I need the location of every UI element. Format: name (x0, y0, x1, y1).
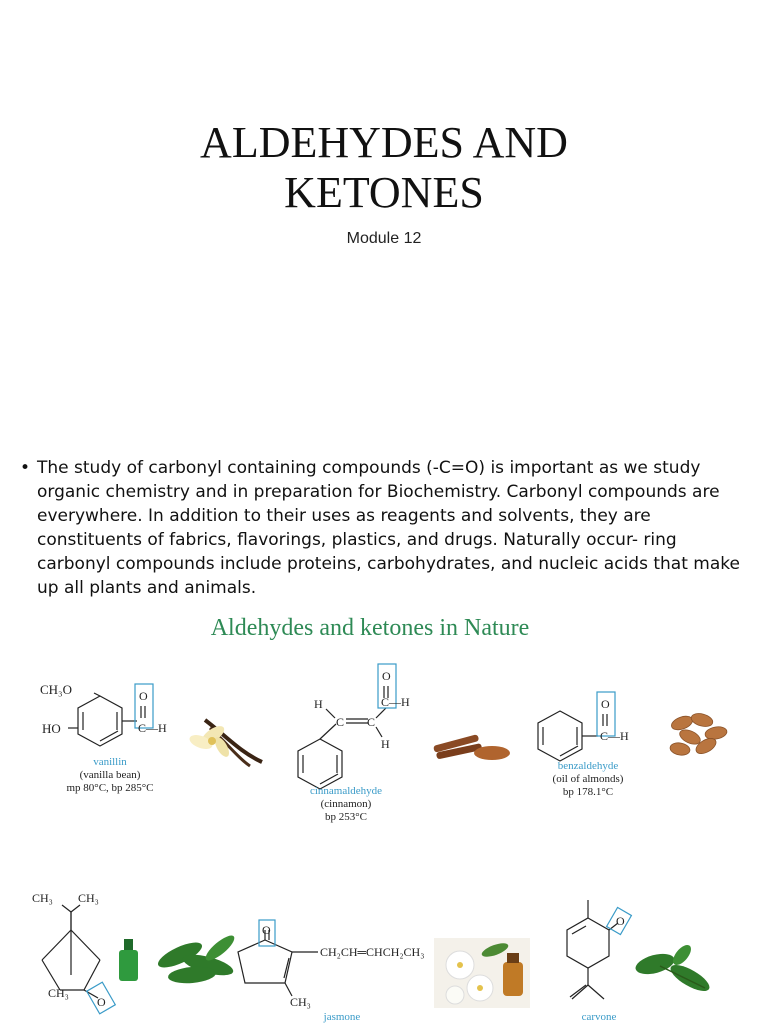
camphor-ch3-label-3: CH₃ (48, 986, 69, 1000)
title-line-1: ALDEHYDES AND (200, 118, 568, 167)
cinnamaldehyde-source: (cinnamon) (320, 798, 372, 810)
benzaldehyde-o-label: O (601, 697, 610, 711)
camphor-ch3-label-2: CH₃ (78, 891, 99, 905)
oil-bottle-image (119, 939, 138, 981)
vanillin-source: (vanilla bean) (79, 769, 141, 781)
mint-leaves-image (633, 942, 713, 996)
vanillin-ch3o-label: CH₃O (40, 682, 72, 697)
camphor-o-label: O (97, 995, 106, 1009)
cinnamaldehyde-props: bp 253°C (325, 811, 367, 823)
jasmone-sidechain-label: CH₂CH═CHCH₂CH₃ (320, 945, 425, 959)
jasmone-ch3-label: CH₃ (290, 995, 311, 1009)
cinnamaldehyde-caption (286, 785, 406, 824)
cinnamaldehyde-c1-label: C (336, 715, 345, 729)
almonds-image (669, 711, 728, 756)
carvone-o-label: O (616, 914, 625, 928)
cinnamaldehyde-h1-label: H (314, 697, 323, 711)
jasmone-structure (238, 920, 318, 996)
jasmone-name: jasmone (323, 1011, 361, 1023)
cinnamaldehyde-name: cinnamaldehyde (309, 785, 383, 797)
cinnamaldehyde-c2-label: C (367, 715, 376, 729)
cinnamaldehyde-h2-label: H (381, 737, 390, 751)
cinnamaldehyde-o-label: O (382, 669, 391, 683)
vanillin-caption (40, 756, 180, 795)
benzaldehyde-props: bp 178.1°C (562, 786, 614, 798)
jasmone-o-label: O (262, 923, 271, 937)
vanillin-o-label: O (139, 689, 148, 703)
benzaldehyde-name: benzaldehyde (557, 760, 619, 772)
benzaldehyde-caption (528, 760, 648, 799)
cinnamon-image (433, 734, 510, 760)
vanilla-bean-image (188, 720, 262, 766)
jasmine-flowers-image (434, 938, 530, 1008)
bullet-dot-icon: • (20, 458, 31, 478)
vanillin-ch-label: C—H (138, 721, 167, 735)
green-leaves-image (155, 932, 238, 985)
cinnamaldehyde-ch-label: C—H (381, 695, 410, 709)
slide-subtitle: Module 12 (346, 230, 422, 247)
title-line-2: KETONES (284, 168, 484, 217)
carvone-name: carvone (581, 1011, 617, 1023)
jasmone-caption (302, 1011, 382, 1024)
carvone-caption (559, 1011, 639, 1024)
vanillin-name: vanillin (93, 756, 127, 768)
figure-title: Aldehydes and ketones in Nature (210, 615, 530, 641)
bullet-text: The study of carbonyl containing compounds (-C=O) is important as we study organic chemistry and in preparation for Biochemistry. Carbonyl compounds are everywhere. In addition to their uses as reagents and solvents, they are constituents of fabrics, flavorings, plastics, and drugs. Naturally occur- ring carbonyl compounds include proteins, carbohydrates, and nucleic acids that make up all plants and animals. (37, 458, 740, 598)
benzaldehyde-source: (oil of almonds) (552, 773, 624, 785)
camphor-ch3-label-1: CH₃ (32, 891, 53, 905)
vanillin-ho-label: HO (42, 721, 61, 736)
vanillin-props: mp 80°C, bp 285°C (66, 782, 154, 794)
benzaldehyde-ch-label: C—H (600, 729, 629, 743)
